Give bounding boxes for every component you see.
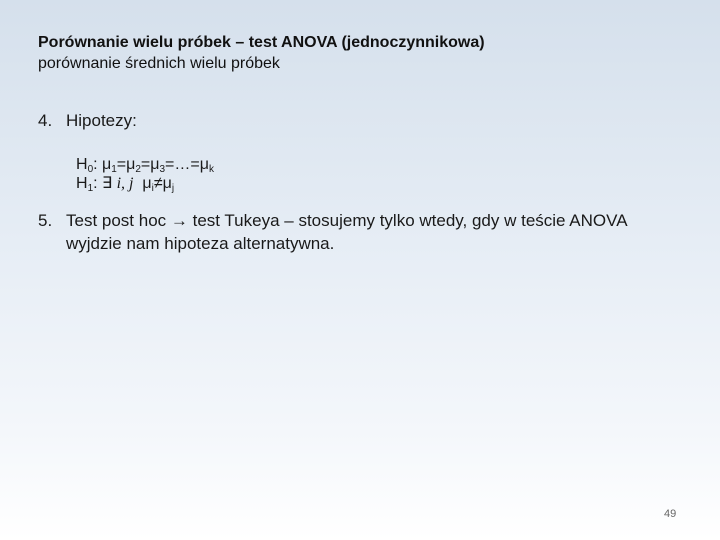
page-number: 49	[664, 508, 677, 520]
list-item-number: 5.	[38, 211, 53, 230]
slide-title: Porównanie wielu próbek – test ANOVA (jednoczynnikowa)	[38, 34, 485, 51]
list-item-number: 4.	[38, 111, 53, 130]
arrow-right-icon: →	[170, 211, 188, 230]
slide-header	[38, 32, 485, 74]
list-item-post-hoc	[38, 209, 678, 255]
list-item-hypotheses	[38, 109, 137, 132]
hypothesis-h1: $H_1$: ∃ i, j $\mu_i\ne\mu_j$	[76, 175, 175, 194]
slide-subtitle: porównanie średnich wielu próbek	[38, 55, 280, 72]
hypothesis-h0: $H_0$: $\mu_1=\mu_2=\mu_3=\dots=\mu_k$	[76, 156, 214, 175]
list-item-text: Test post hoc → test Tukeya – stosujemy tylko wtedy, gdy w teście ANOVA wyjdzie nam hipoteza alternatywna.	[66, 211, 627, 253]
list-item-text: Hipotezy:	[66, 111, 137, 130]
